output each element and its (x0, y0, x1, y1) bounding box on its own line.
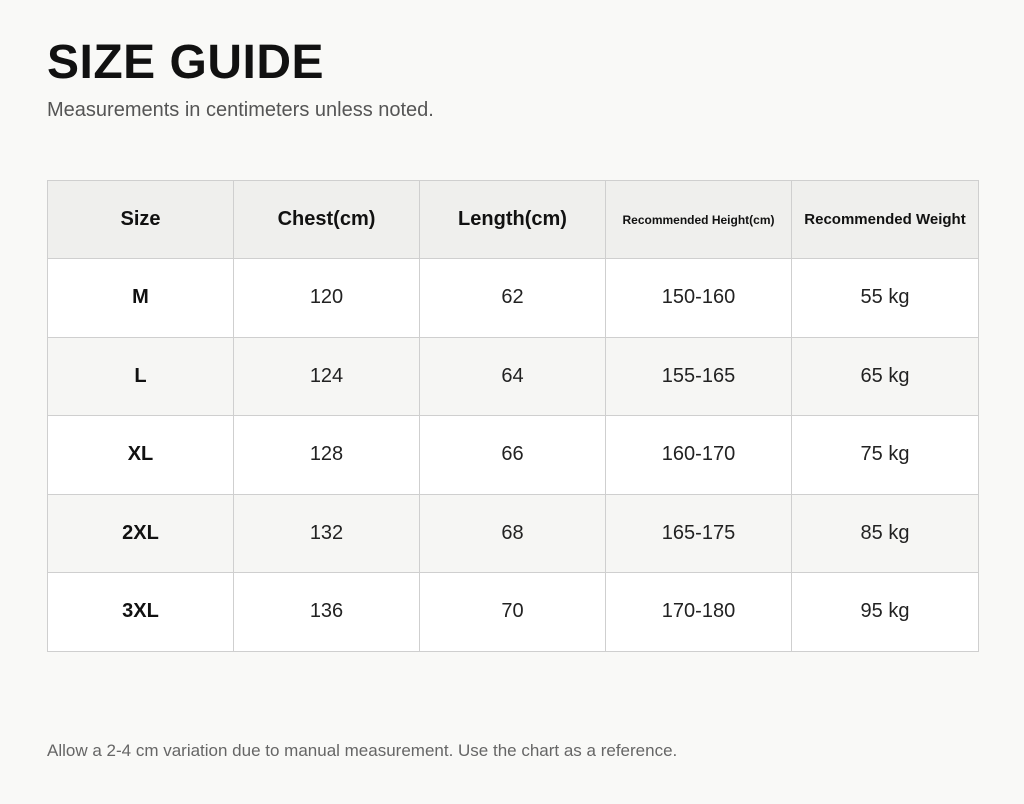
header-size: Size (48, 181, 234, 259)
cell-weight: 75 kg (792, 416, 979, 495)
cell-weight: 55 kg (792, 259, 979, 338)
cell-size: 2XL (48, 494, 234, 573)
header-recommended-height: Recommended Height(cm) (606, 181, 792, 259)
cell-length: 64 (420, 337, 606, 416)
cell-chest: 132 (234, 494, 420, 573)
table-row (48, 259, 979, 338)
footnote: Allow a 2-4 cm variation due to manual measurement. Use the chart as a reference. (47, 741, 678, 760)
header-length: Length(cm) (420, 181, 606, 259)
cell-length: 68 (420, 494, 606, 573)
cell-height: 170-180 (606, 573, 792, 652)
cell-chest: 128 (234, 416, 420, 495)
cell-chest: 120 (234, 259, 420, 338)
cell-length: 66 (420, 416, 606, 495)
table-header-row (48, 181, 979, 259)
page-title: SIZE GUIDE (47, 36, 325, 89)
table-row (48, 494, 979, 573)
table-row (48, 416, 979, 495)
cell-weight: 85 kg (792, 494, 979, 573)
size-table (47, 180, 979, 652)
cell-weight: 65 kg (792, 337, 979, 416)
cell-height: 155-165 (606, 337, 792, 416)
cell-weight: 95 kg (792, 573, 979, 652)
header-recommended-weight: Recommended Weight (792, 181, 979, 259)
table-row (48, 337, 979, 416)
cell-chest: 136 (234, 573, 420, 652)
cell-length: 62 (420, 259, 606, 338)
header-chest: Chest(cm) (234, 181, 420, 259)
cell-size: M (48, 259, 234, 338)
page-subtitle: Measurements in centimeters unless noted. (47, 99, 434, 121)
cell-chest: 124 (234, 337, 420, 416)
cell-size: XL (48, 416, 234, 495)
cell-size: 3XL (48, 573, 234, 652)
table-row (48, 573, 979, 652)
cell-length: 70 (420, 573, 606, 652)
cell-height: 150-160 (606, 259, 792, 338)
cell-height: 165-175 (606, 494, 792, 573)
cell-size: L (48, 337, 234, 416)
cell-height: 160-170 (606, 416, 792, 495)
